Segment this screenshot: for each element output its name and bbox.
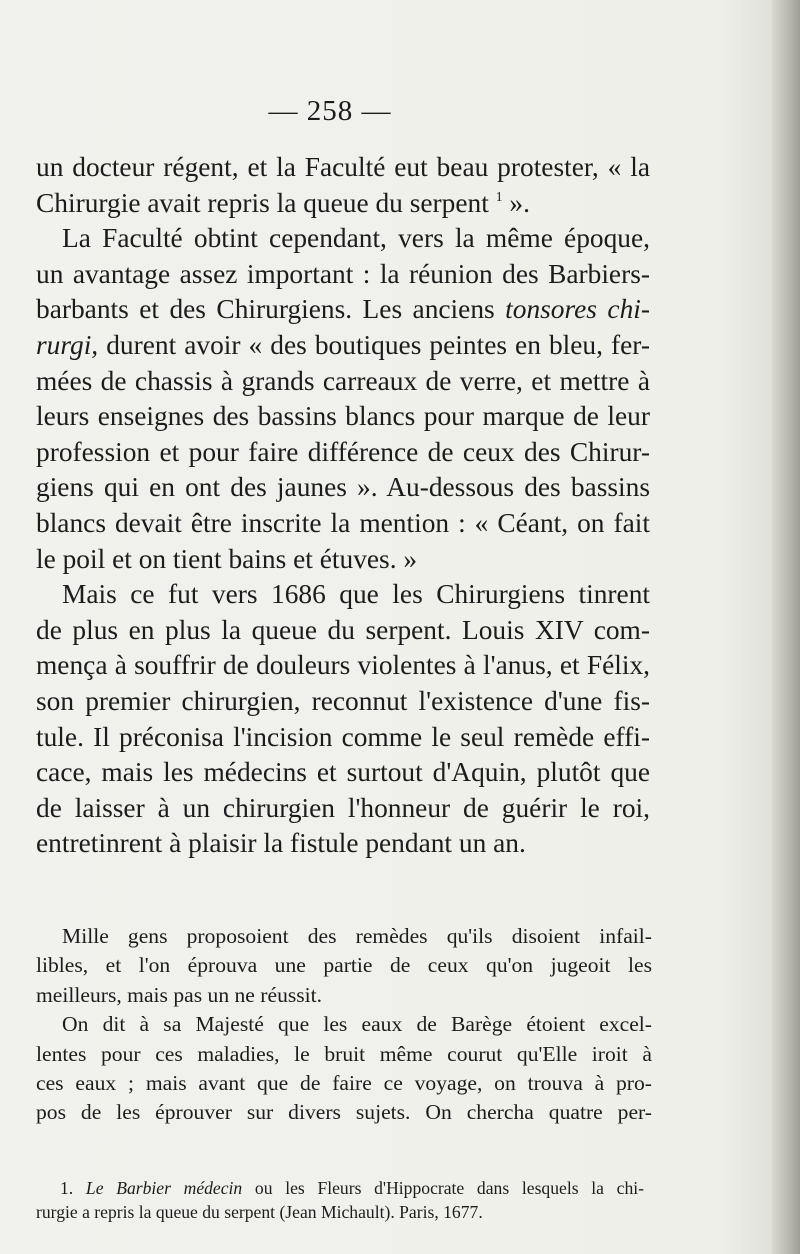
quote-line: ces eaux ; mais avant que de faire ce voyage, on trouva à pro- (36, 1071, 652, 1096)
text-line: cace, mais les médecins et surtout d'Aquin, plutôt que (36, 757, 650, 788)
footnote-title: Le Barbier médecin (85, 1178, 243, 1198)
quote-line: libles, et l'on éprouva une partie de ceux qu'on jugeoit les (36, 953, 652, 978)
quote-line: pos de les éprouver sur divers sujets. On chercha quatre per- (36, 1100, 652, 1125)
text-line: leurs enseignes des bassins blancs pour marque de leur (36, 401, 650, 432)
text-line: de laisser à un chirurgien l'honneur de guérir le roi, (36, 792, 650, 823)
text-line: un docteur régent, et la Faculté eut beau protester, « la (36, 152, 650, 182)
main-text-block (36, 150, 650, 862)
latin-term: rurgi, (36, 329, 99, 360)
quote-line: On dit à sa Majesté que les eaux de Barège étoient excel- (62, 1012, 652, 1037)
text-line: Chirurgie avait repris la queue du serpent $^1$ ». (36, 187, 530, 218)
footnote-number: 1. (60, 1178, 74, 1198)
text-line: le poil et on tient bains et étuves. » (36, 543, 418, 574)
footnote-line: 1. Le Barbier médecin ou les Fleurs d'Hippocrate dans lesquels la chi- (60, 1178, 644, 1198)
footnote-ref: 1 (495, 188, 503, 204)
text-line: giens qui en ont des jaunes ». Au-dessous des bassins (36, 472, 650, 503)
quotation-block (36, 922, 652, 1128)
text-line: de plus en plus la queue du serpent. Louis XIV com- (36, 614, 650, 645)
text-line: Mais ce fut vers 1686 que les Chirurgiens tinrent (62, 579, 650, 610)
quote-line: meilleurs, mais pas un ne réussit. (36, 982, 323, 1007)
text-line: barbants et des Chirurgiens. Les anciens tonsores chi- (36, 294, 650, 325)
footnote-line: rurgie a repris la queue du serpent (Jean Michault). Paris, 1677. (36, 1202, 483, 1222)
page-edge-shadow (772, 0, 800, 1254)
footnote (36, 1176, 644, 1224)
text-line: profession et pour faire différence de ceux des Chirur- (36, 436, 650, 467)
quote-line: lentes pour ces maladies, le bruit même courut qu'Elle iroit à (36, 1041, 652, 1066)
quote-line: Mille gens proposoient des remèdes qu'ils disoient infail- (62, 924, 652, 948)
text-line: son premier chirurgien, reconnut l'existence d'une fis- (36, 685, 650, 716)
text-line: blancs devait être inscrite la mention : « Céant, on fait (36, 507, 650, 538)
page-number: — 258 — (268, 95, 392, 127)
latin-term: tonsores chi- (505, 294, 650, 325)
text-line: rurgi, durent avoir « des boutiques peintes en bleu, fer- (36, 329, 650, 360)
text-line: mées de chassis à grands carreaux de verre, et mettre à (36, 365, 650, 396)
text-line: tule. Il préconisa l'incision comme le seul remède effi- (36, 721, 650, 752)
text-line: entretinrent à plaisir la fistule pendant un an. (36, 828, 526, 859)
text-line: mença à souffrir de douleurs violentes à l'anus, et Félix, (36, 650, 650, 681)
text-line: un avantage assez important : la réunion des Barbiers- (36, 258, 650, 289)
text-line: La Faculté obtint cependant, vers la même époque, (62, 223, 650, 254)
